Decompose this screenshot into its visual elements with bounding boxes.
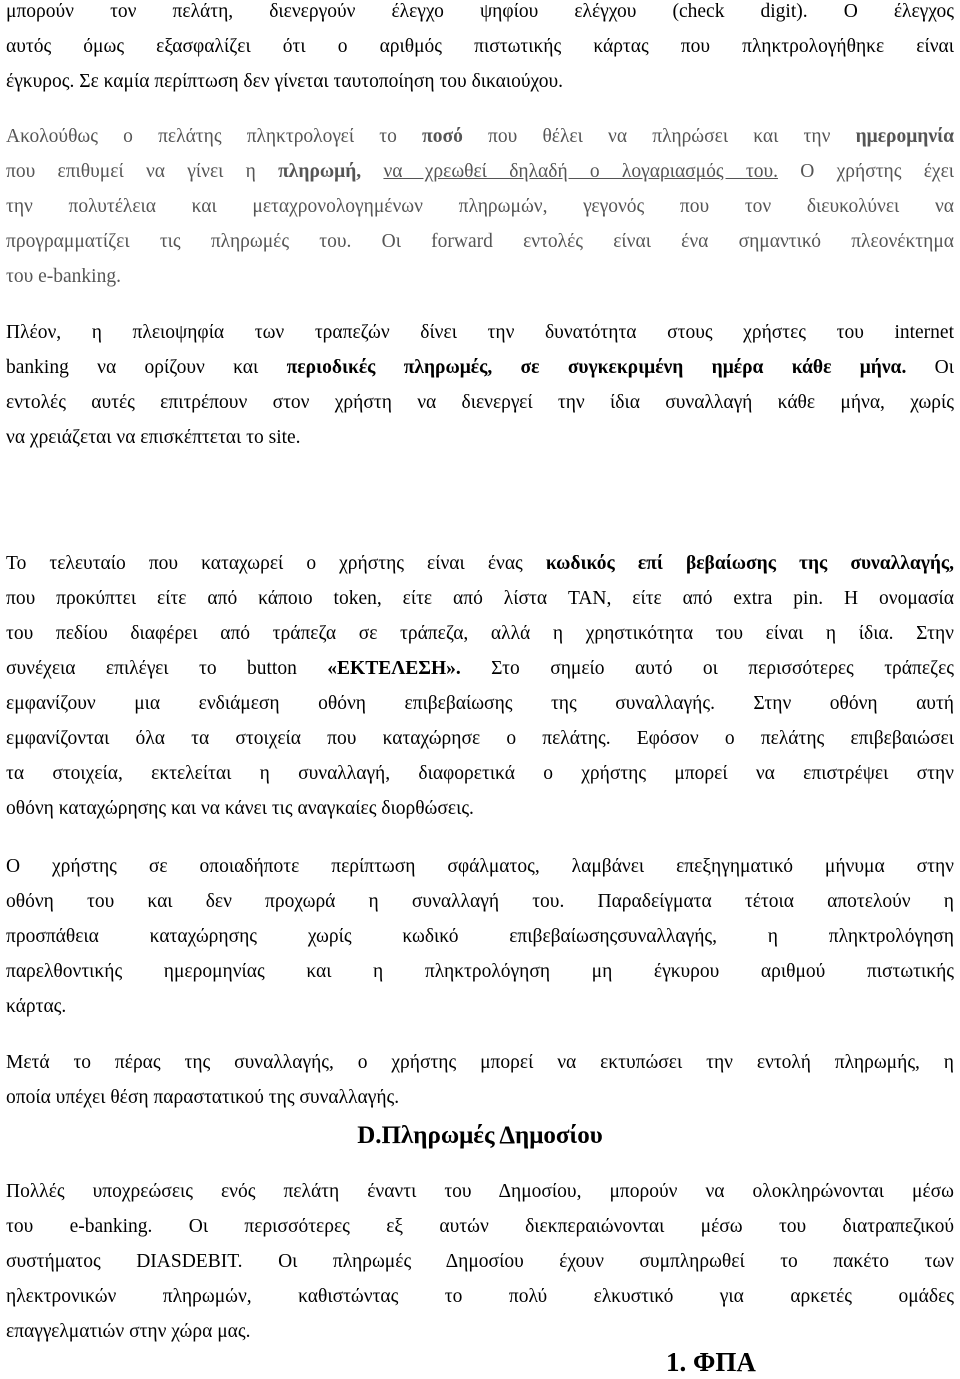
text-line: συνέχεια επιλέγει το button «ΕΚΤΕΛΕΣΗ». Στο σημείο αυτό οι περισσότερες τράπεζες — [6, 658, 954, 679]
text-line: την πολυτέλεια και μεταχρονολογημένων πληρωμών, γεγονός που τον διευκολύνει να — [6, 196, 954, 217]
bold-date: ημερομηνία — [855, 126, 954, 147]
text-line: οθόνη καταχώρησης και να κάνει τις αναγκαίες διορθώσεις. — [6, 798, 474, 819]
paragraph-periodic-payments — [6, 315, 954, 455]
bold-execute: «ΕΚΤΕΛΕΣΗ». — [327, 658, 461, 679]
bold-periodic: περιοδικές πληρωμές, σε συγκεκριμένη ημέρα κάθε μήνα. — [286, 357, 907, 378]
text-line: προγραμματίζει τις πληρωμές του. Οι forward εντολές είναι ένα σημαντικό πλεονέκτημα — [6, 231, 954, 252]
text-line: του e-banking. Οι περισσότερες εξ αυτών διεκπεραιώνονται μέσω του διατραπεζικού — [6, 1216, 954, 1237]
text-line: Ακολούθως ο πελάτης πληκτρολογεί το ποσό που θέλει να πληρώσει και την ημερομηνία — [6, 126, 954, 147]
text-line: αυτός όμως εξασφαλίζει ότι ο αριθμός πιστωτικής κάρτας που πληκτρολογήθηκε είναι — [6, 36, 954, 57]
text-line: Πολλές υποχρεώσεις ενός πελάτη έναντι του Δημοσίου, μπορούν να ολοκληρώνονται μέσω — [6, 1181, 954, 1202]
subsection-heading: 1. ΦΠΑ — [666, 1347, 756, 1377]
text-line: banking να ορίζουν και περιοδικές πληρωμές, σε συγκεκριμένη ημέρα κάθε μήνα. Οι — [6, 357, 954, 378]
text-line: Το τελευταίο που καταχωρεί ο χρήστης είναι ένας κωδικός επί βεβαίωσης της συναλλαγής, — [6, 553, 954, 574]
text-line: εμφανίζουν μια ενδιάμεση οθόνη επιβεβαίωσης της συναλλαγής. Στην οθόνη αυτή — [6, 693, 954, 714]
bold-confirmation-code: κωδικός επί βεβαίωσης της συναλλαγής, — [545, 553, 954, 574]
text-line: προσπάθεια καταχώρησης χωρίς κωδικό επιβεβαίωσηςσυναλλαγής, η πληκτρολόγηση — [6, 926, 954, 947]
section-heading: D.Πληρωμές Δημοσίου — [357, 1122, 603, 1149]
text-line: που προκύπτει είτε από κάποιο token, είτε από λίστα TAN, είτε από extra pin. Η ονομασία — [6, 588, 954, 609]
bold-amount: ποσό — [422, 126, 463, 147]
underlined-account: να χρεωθεί δηλαδή ο λογαριασμός του. — [383, 161, 778, 182]
text-line: μπορούν τον πελάτη, διενεργούν έλεγχο ψηφίου ελέγχου (check digit). Ο έλεγχος — [6, 1, 954, 22]
text-line: που επιθυμεί να γίνει η πληρωμή, να χρεωθεί δηλαδή ο λογαριασμός του. Ο χρήστης έχει — [6, 161, 955, 182]
text-line: συστήματος DIASDEBIT. Οι πληρωμές Δημοσίου έχουν συμπληρωθεί το πακέτο των — [6, 1251, 954, 1272]
text-line: επαγγελματιών στην χώρα μας. — [6, 1321, 251, 1342]
paragraph-public-payments — [6, 1174, 954, 1349]
text-line: Ο χρήστης σε οποιαδήποτε περίπτωση σφάλματος, λαμβάνει επεξηγηματικό μήνυμα στην — [6, 856, 954, 877]
text-line: ηλεκτρονικών πληρωμών, καθιστώντας το πολύ ελκυστικό για αρκετές ομάδες — [6, 1286, 954, 1307]
text-line: οποία υπέχει θέση παραστατικού της συναλλαγής. — [6, 1087, 400, 1108]
text-line: να χρειάζεται να επισκέπτεται το site. — [6, 427, 301, 448]
paragraph-errors — [6, 849, 954, 1024]
text-line: Μετά το πέρας της συναλλαγής, ο χρήστης μπορεί να εκτυπώσει την εντολή πληρωμής, η — [6, 1052, 954, 1073]
paragraph-print — [6, 1045, 954, 1115]
text-line: τα στοιχεία, εκτελείται η συναλλαγή, διαφορετικά ο χρήστης μπορεί να επιστρέψει στην — [6, 763, 954, 784]
text-line: εμφανίζονται όλα τα στοιχεία που καταχώρησε ο πελάτης. Εφόσον ο πελάτης επιβεβαιώσει — [6, 728, 954, 749]
text-line: Πλέον, η πλειοψηφία των τραπεζών δίνει την δυνατότητα στους χρήστες του internet — [6, 322, 954, 343]
text-line: του e-banking. — [6, 266, 121, 287]
text-line: παρελθοντικής ημερομηνίας και η πληκτρολόγηση μη έγκυρου αριθμού πιστωτικής — [6, 961, 954, 982]
text-line: εντολές αυτές επιτρέπουν στον χρήστη να διενεργεί την ίδια συναλλαγή κάθε μήνα, χωρίς — [6, 392, 954, 413]
paragraph-confirmation-code — [6, 546, 954, 826]
bold-payment: πληρωμή, — [278, 161, 362, 182]
text-line: του πεδίου διαφέρει από τράπεζα σε τράπεζα, αλλά η χρηστικότητα του είναι η ίδια. Στην — [6, 623, 954, 644]
text-line: οθόνη του και δεν προχωρά η συναλλαγή του. Παραδείγματα τέτοια αποτελούν η — [6, 891, 954, 912]
paragraph-check-digit — [6, 0, 954, 99]
text-line: κάρτας. — [6, 996, 67, 1017]
paragraph-amount-date — [6, 119, 954, 294]
text-line: έγκυρος. Σε καμία περίπτωση δεν γίνεται ταυτοποίηση του δικαιούχου. — [6, 71, 564, 92]
